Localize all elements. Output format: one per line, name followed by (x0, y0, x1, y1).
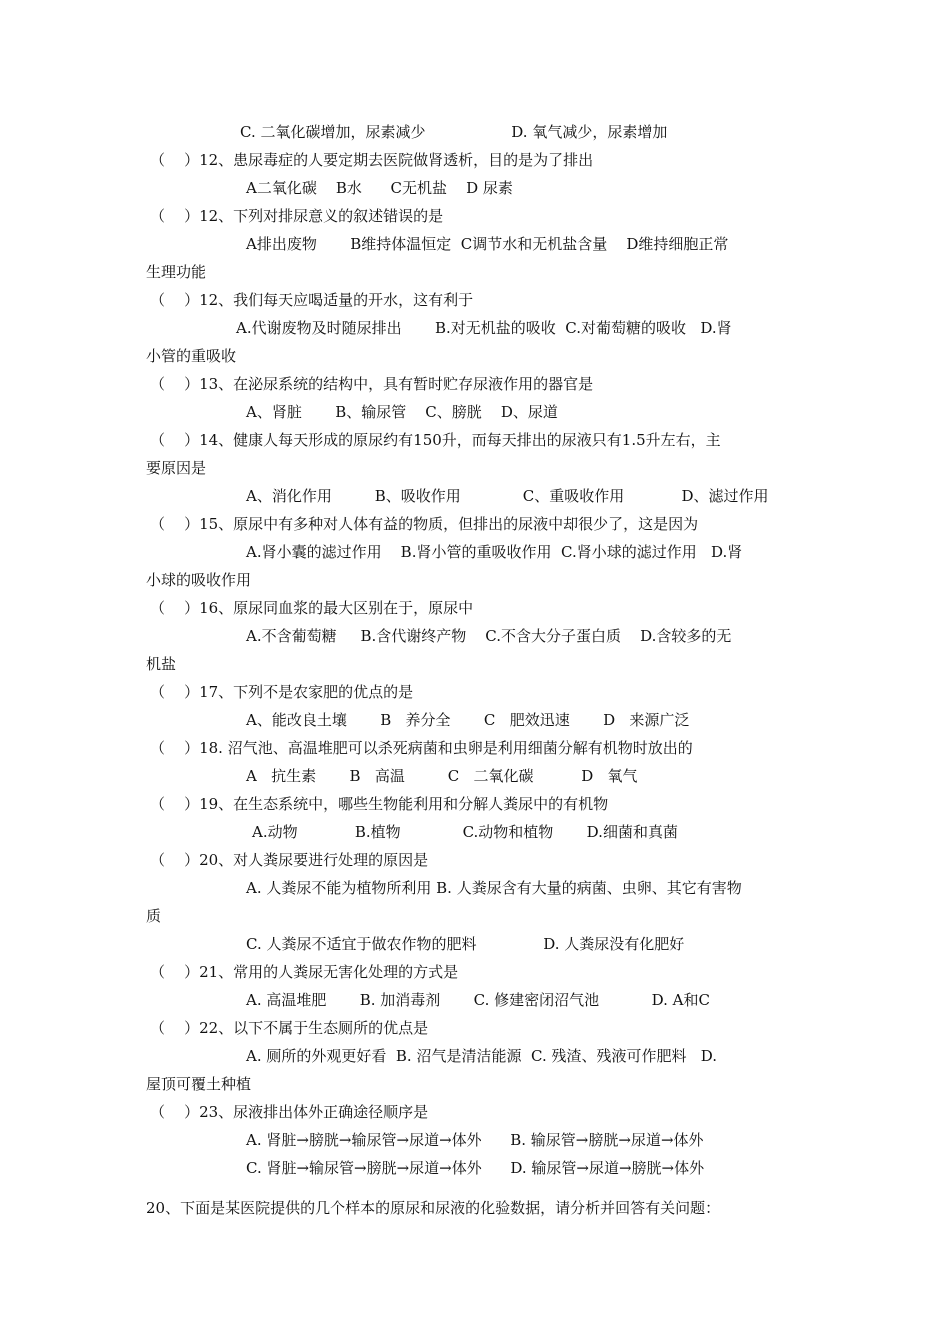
option-line: A排出废物 B维持体温恒定 C调节水和无机盐含量 D维持细胞正常 (246, 235, 729, 253)
option-line: A.肾小囊的滤过作用 B.肾小管的重吸收作用 C.肾小球的滤过作用 D.肾 (246, 543, 743, 561)
question-line: （ ）14、健康人每天形成的原尿约有150升，而每天排出的尿液只有1.5升左右，主 (150, 431, 721, 449)
continuation-line: 生理功能 (146, 263, 207, 281)
option-line: A、肾脏 B、输尿管 C、膀胱 D、尿道 (246, 403, 558, 421)
option-line: A二氧化碳 B水 C无机盐 D 尿素 (246, 179, 513, 197)
continuation-line: 质 (146, 907, 162, 925)
question-line: （ ）22、以下不属于生态厕所的优点是 (150, 1019, 429, 1037)
option-line: C. 人粪尿不适宜于做农作物的肥料 D. 人粪尿没有化肥好 (246, 935, 685, 953)
option-line: A. 肾脏→膀胱→输尿管→尿道→体外 B. 输尿管→膀胱→尿道→体外 (246, 1131, 704, 1149)
question-line: （ ）20、对人粪尿要进行处理的原因是 (150, 851, 429, 869)
option-line: A、能改良土壤 B 养分全 C 肥效迅速 D 来源广泛 (246, 711, 690, 729)
option-line: A.动物 B.植物 C.动物和植物 D.细菌和真菌 (252, 823, 678, 841)
question-line: （ ）12、我们每天应喝适量的开水，这有利于 (150, 291, 474, 309)
continuation-line: 小球的吸收作用 (146, 571, 252, 589)
continuation-line: 机盐 (146, 655, 177, 673)
question-line: （ ）18. 沼气池、高温堆肥可以杀死病菌和虫卵是利用细菌分解有机物时放出的 (150, 739, 693, 757)
question-line: （ ）19、在生态系统中，哪些生物能利用和分解人粪尿中的有机物 (150, 795, 609, 813)
question-line: （ ）23、尿液排出体外正确途径顺序是 (150, 1103, 429, 1121)
question-line: （ ）12、患尿毒症的人要定期去医院做肾透析，目的是为了排出 (150, 151, 594, 169)
option-line: A. 厕所的外观更好看 B. 沼气是清洁能源 C. 残渣、残液可作肥料 D. (246, 1047, 718, 1065)
option-line: A.不含葡萄糖 B.含代谢终产物 C.不含大分子蛋白质 D.含较多的无 (246, 627, 732, 645)
question-line: （ ）13、在泌尿系统的结构中，具有暂时贮存尿液作用的器官是 (150, 375, 594, 393)
option-line: C. 肾脏→输尿管→膀胱→尿道→体外 D. 输尿管→尿道→膀胱→体外 (246, 1159, 705, 1177)
option-line: A.代谢废物及时随尿排出 B.对无机盐的吸收 C.对葡萄糖的吸收 D.肾 (236, 319, 732, 337)
option-line: A. 人粪尿不能为植物所利用 B. 人粪尿含有大量的病菌、虫卵、其它有害物 (246, 879, 742, 897)
continuation-line: 屋顶可覆土种植 (146, 1075, 252, 1093)
question-line: （ ）21、常用的人粪尿无害化处理的方式是 (150, 963, 459, 981)
question-line: （ ）12、下列对排尿意义的叙述错误的是 (150, 207, 444, 225)
option-line: A、消化作用 B、吸收作用 C、重吸收作用 D、滤过作用 (246, 487, 769, 505)
continuation-line: 小管的重吸收 (146, 347, 237, 365)
question-line: （ ）15、原尿中有多种对人体有益的物质，但排出的尿液中却很少了，这是因为 (150, 515, 699, 533)
option-line: A 抗生素 B 高温 C 二氧化碳 D 氧气 (246, 767, 638, 785)
question-line: （ ）16、原尿同血浆的最大区别在于，原尿中 (150, 599, 474, 617)
continuation-line: 要原因是 (146, 459, 207, 477)
question-heading: 20、下面是某医院提供的几个样本的原尿和尿液的化验数据，请分析并回答有关问题： (146, 1199, 721, 1217)
option-line: C. 二氧化碳增加，尿素减少 D. 氧气减少，尿素增加 (240, 123, 668, 141)
question-line: （ ）17、下列不是农家肥的优点的是 (150, 683, 414, 701)
option-line: A. 高温堆肥 B. 加消毒剂 C. 修建密闭沼气池 D. A和C (246, 991, 710, 1009)
